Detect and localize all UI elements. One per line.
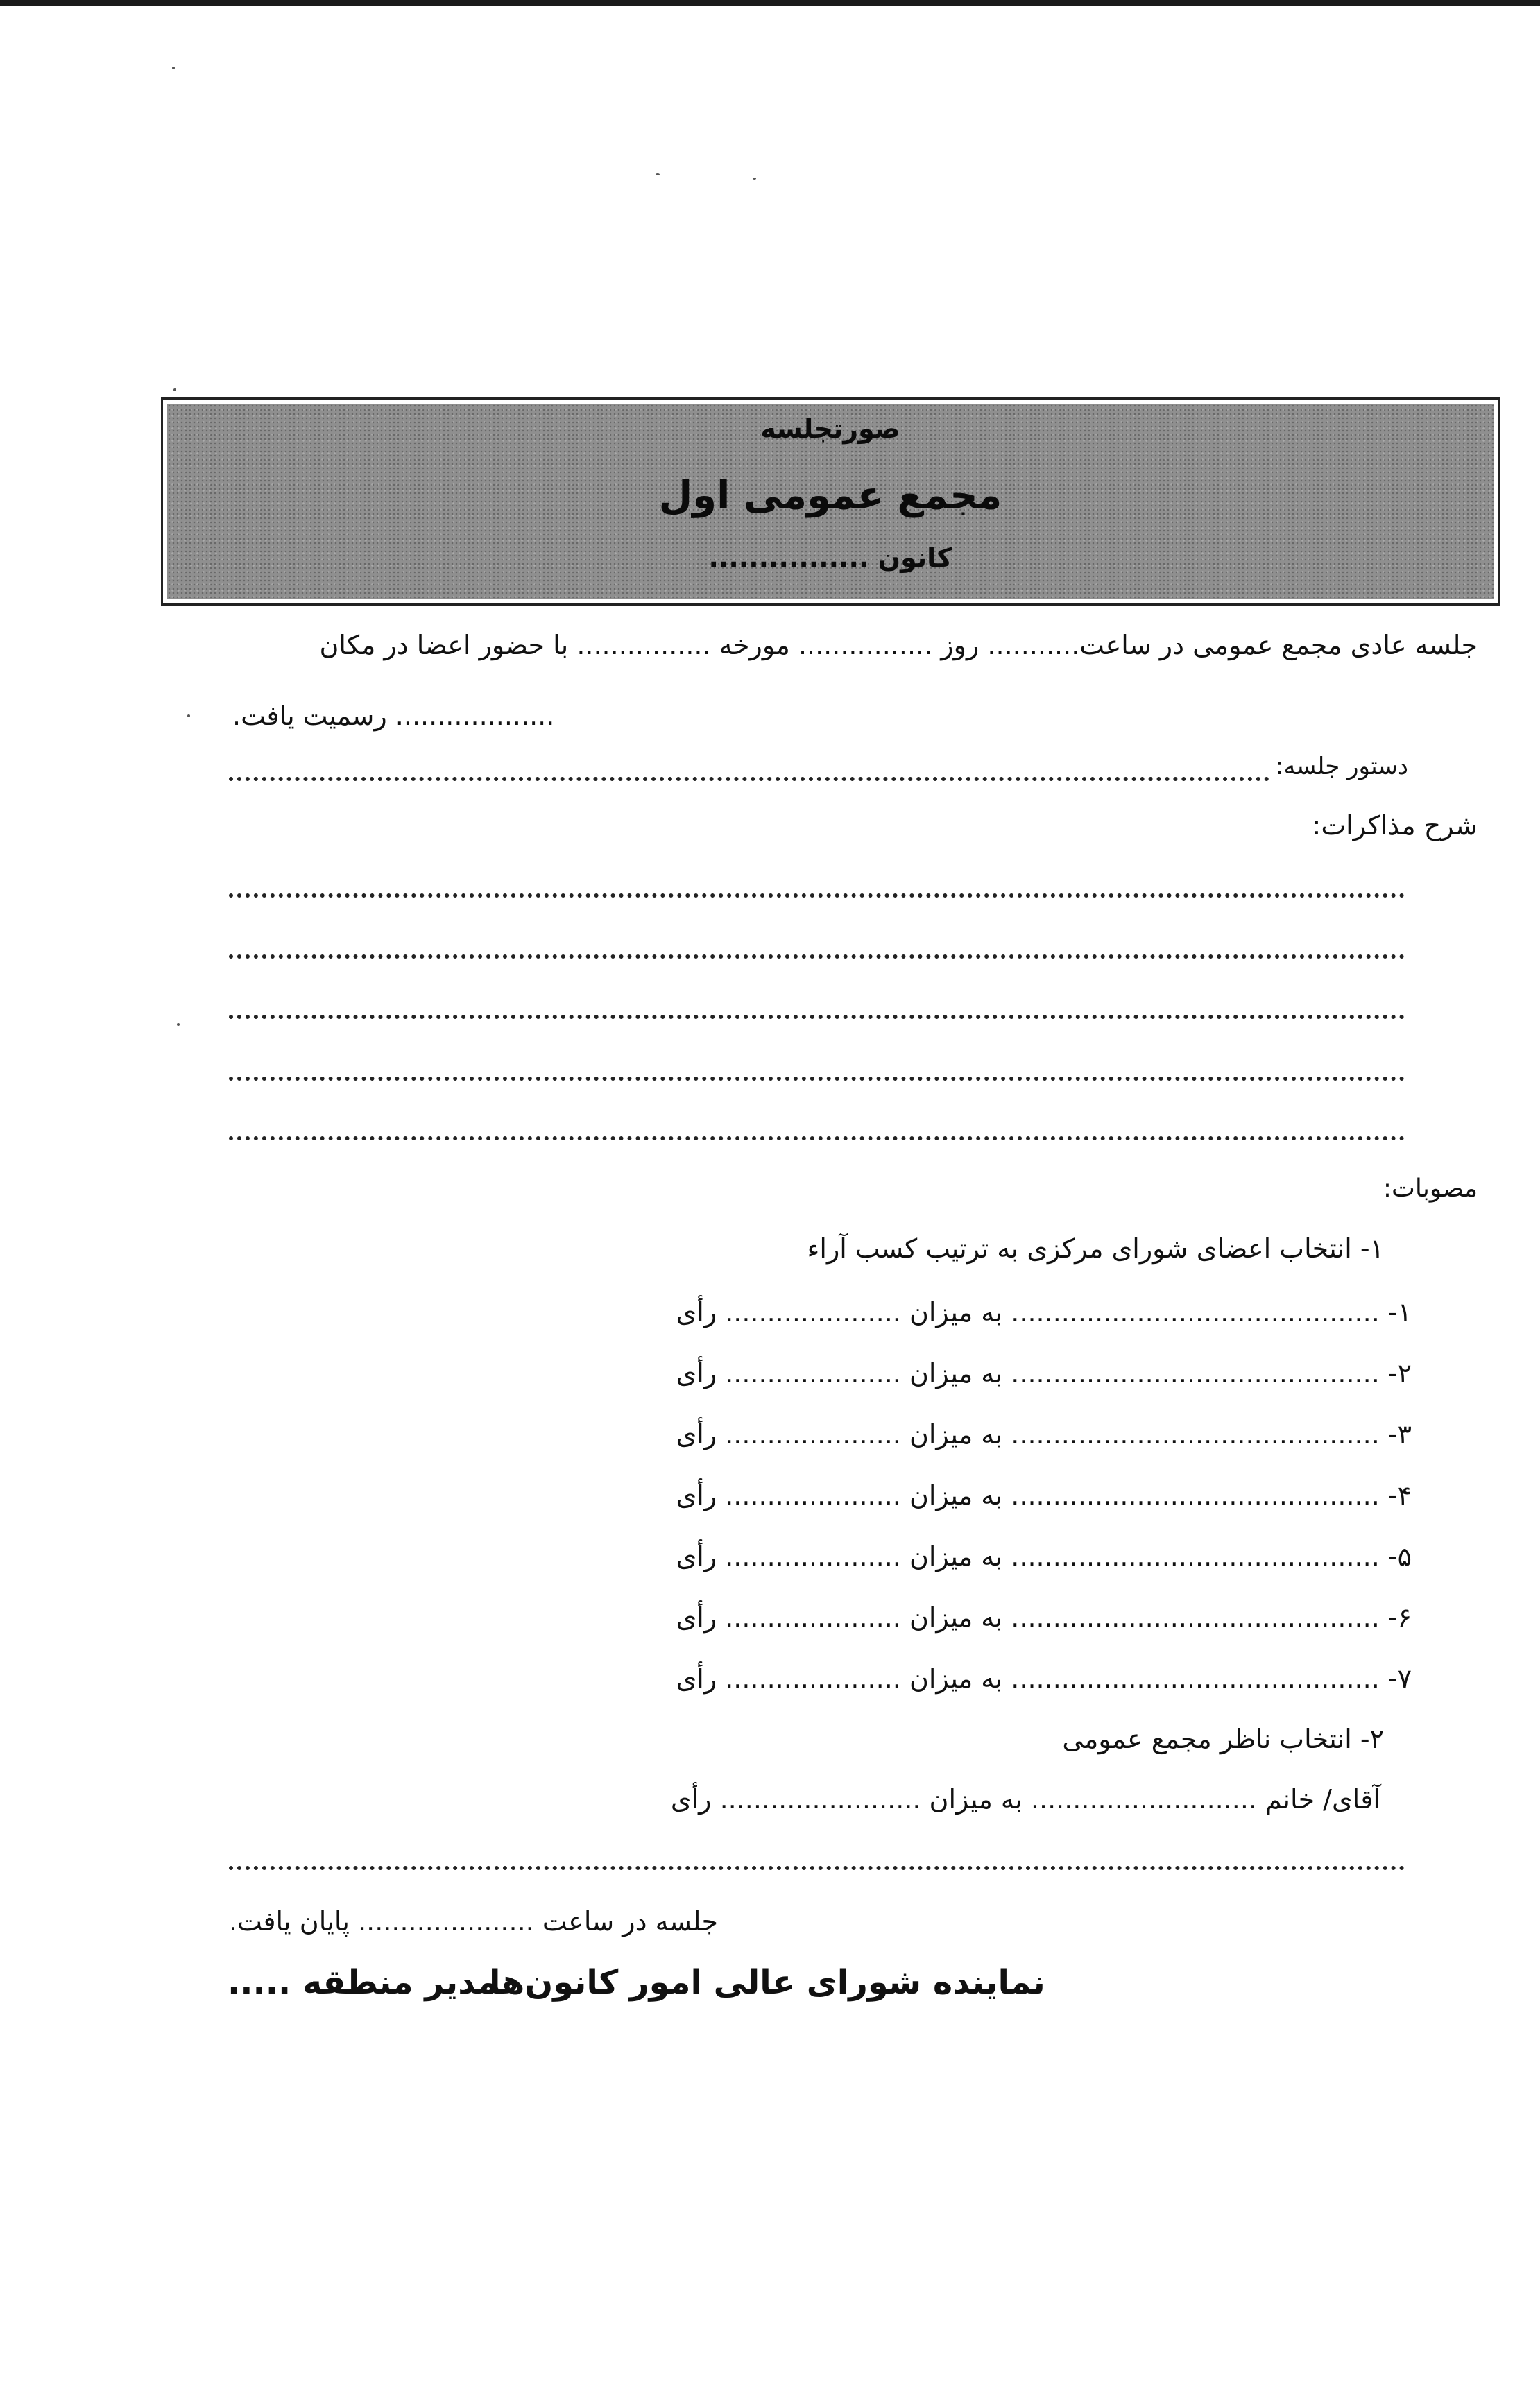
form-header-box: [161, 397, 1500, 606]
item1-row-6: ۶- ............................................ به میزان ..................... رأی: [676, 1602, 1412, 1633]
agenda-fill-line: [229, 777, 1269, 781]
discussion-label: شرح مذاکرات:: [1312, 810, 1478, 841]
signature-representative: نماینده شورای عالی امور کانون‌ها: [489, 1963, 1045, 2002]
intro-line-1: جلسه عادی مجمع عمومی در ساعت........... روز ................ مورخه ................ با حضور اعضا در مکان: [319, 630, 1478, 660]
closing-line: جلسه در ساعت ..................... پایان یافت.: [229, 1906, 719, 1937]
item1-row-2: ۲- ............................................ به میزان ..................... رأی: [676, 1358, 1412, 1389]
item1-row-4: ۴- ............................................ به میزان ..................... رأی: [676, 1480, 1412, 1511]
item1-row-7: ۷- ............................................ به میزان ..................... رأی: [676, 1663, 1412, 1694]
scan-top-edge: [0, 0, 1540, 6]
agenda-label: دستور جلسه:: [1276, 753, 1408, 780]
discussion-fill-line: [229, 1136, 1405, 1140]
form-header-band: [167, 404, 1494, 599]
scan-speck: [656, 173, 660, 175]
header-title: مجمع عمومی اول: [658, 473, 1002, 518]
header-subtitle: کانون ................: [708, 542, 952, 573]
item2-row: آقای/ خانم ........................... به میزان ........................ رأی: [670, 1784, 1380, 1815]
item2-fill-line: [229, 1866, 1405, 1870]
discussion-fill-line: [229, 1077, 1405, 1081]
scan-speck: [172, 67, 175, 69]
item2-heading: ۲- انتخاب ناظر مجمع عمومی: [1062, 1724, 1384, 1754]
signature-regional-manager: مدیر منطقه .....: [228, 1963, 498, 2002]
header-kicker: صورتجلسه: [760, 413, 900, 444]
intro-line-2: ................... رسمیت یافت.: [232, 701, 555, 731]
discussion-fill-line: [229, 893, 1405, 898]
discussion-fill-line: [229, 1015, 1405, 1019]
item1-heading: ۱- انتخاب اعضای شورای مرکزی به ترتیب کسب آراء: [807, 1233, 1384, 1264]
item1-row-3: ۳- ............................................ به میزان ..................... رأی: [676, 1419, 1412, 1450]
item1-row-1: ۱- ............................................ به میزان ..................... رأی: [676, 1297, 1412, 1328]
item1-row-5: ۵- ............................................ به میزان ..................... رأی: [676, 1541, 1412, 1572]
scan-speck: [173, 388, 176, 391]
scan-speck: [187, 714, 190, 717]
scan-speck: [177, 1023, 180, 1026]
scan-speck: [753, 178, 756, 180]
discussion-fill-line: [229, 954, 1405, 959]
resolutions-label: مصوبات:: [1383, 1174, 1478, 1203]
